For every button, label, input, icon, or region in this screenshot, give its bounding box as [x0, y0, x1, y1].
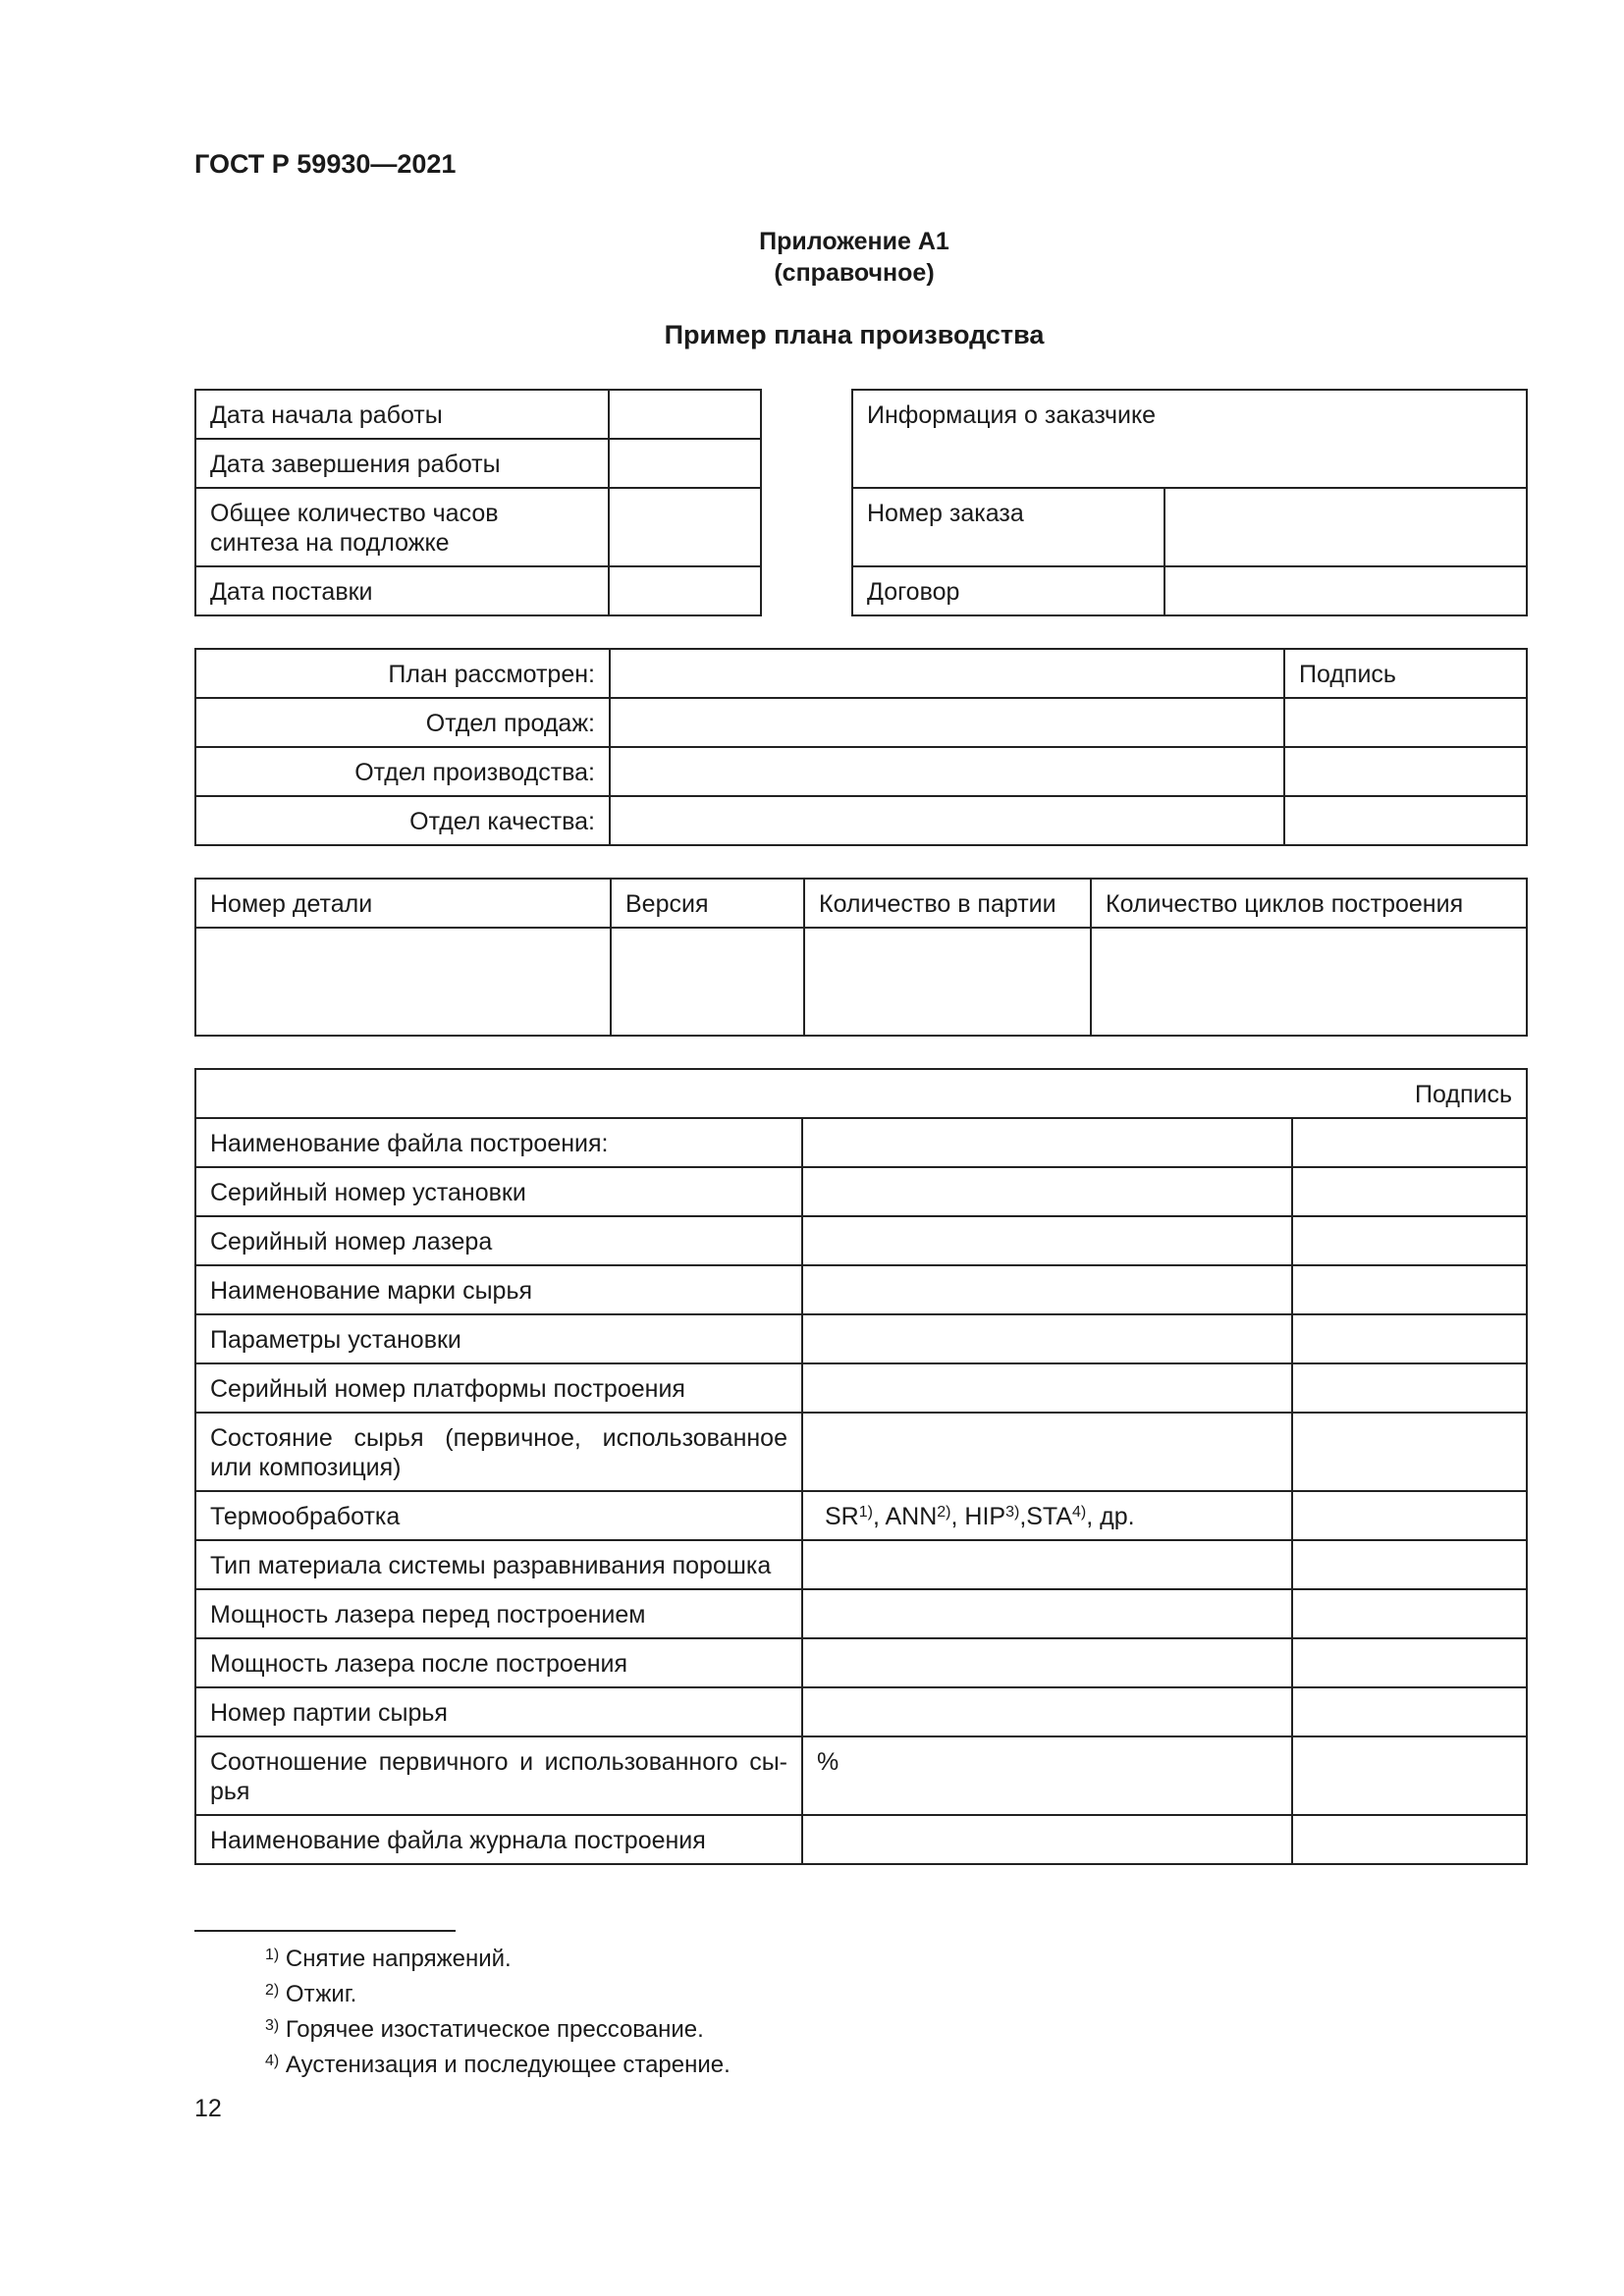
laser-serial-signature[interactable] [1292, 1216, 1527, 1265]
build-log-file-cell[interactable] [802, 1815, 1292, 1864]
parts-table [194, 878, 1528, 1037]
version-cell[interactable] [611, 928, 804, 1036]
batch-quantity-cell[interactable] [804, 928, 1091, 1036]
feedstock-batch-cell[interactable] [802, 1687, 1292, 1736]
build-signature-header: Подпись [195, 1069, 1527, 1118]
order-number-label: Номер заказа [852, 488, 1164, 566]
laser-serial-label: Серийный номер лазера [195, 1216, 802, 1265]
heat-treatment-signature[interactable] [1292, 1491, 1527, 1540]
batch-quantity-header: Количество в партии [804, 879, 1091, 928]
feedstock-batch-signature[interactable] [1292, 1687, 1527, 1736]
laser-power-after-signature[interactable] [1292, 1638, 1527, 1687]
page-number: 12 [194, 2095, 222, 2122]
synthesis-hours-label: Общее количество часов синтеза на подложке [195, 488, 609, 566]
footnote-separator [194, 1930, 456, 1932]
feedstock-brand-signature[interactable] [1292, 1265, 1527, 1314]
laser-power-before-label: Мощность лазера перед построением [195, 1589, 802, 1638]
recoater-material-label: Тип материала системы разравнивания порошка [195, 1540, 802, 1589]
delivery-date-label: Дата поставки [195, 566, 609, 615]
quality-dept-signature[interactable] [1284, 796, 1527, 845]
footnote-mark-1: 1) [858, 1504, 873, 1521]
other-text: , др. [1086, 1503, 1135, 1530]
build-file-name-label: Наименование файла построения: [195, 1118, 802, 1167]
sta-text: ,STA [1019, 1503, 1073, 1530]
feedstock-ratio-cell[interactable]: % [802, 1736, 1292, 1815]
footnote-mark-2: 2) [937, 1504, 951, 1521]
feedstock-ratio-signature[interactable] [1292, 1736, 1527, 1815]
machine-serial-label: Серийный номер установки [195, 1167, 802, 1216]
heat-treatment-options [802, 1491, 1292, 1540]
platform-serial-label: Серийный номер платформы построения [195, 1363, 802, 1413]
annex-subtitle: (справочное) [774, 259, 935, 287]
feedstock-brand-label: Наименование марки сырья [195, 1265, 802, 1314]
recoater-material-signature[interactable] [1292, 1540, 1527, 1589]
sales-dept-signature[interactable] [1284, 698, 1527, 747]
footnotes [265, 1942, 731, 2083]
machine-serial-signature[interactable] [1292, 1167, 1527, 1216]
feedstock-brand-cell[interactable] [802, 1265, 1292, 1314]
laser-serial-cell[interactable] [802, 1216, 1292, 1265]
sr-text: SR [825, 1503, 859, 1530]
ann-text: , ANN [872, 1503, 938, 1530]
end-date-cell[interactable] [609, 439, 761, 488]
hip-text: , HIP [950, 1503, 1006, 1530]
feedstock-ratio-label: Соотношение первичного и использованного сы-рья [195, 1736, 802, 1815]
dates-table [194, 389, 762, 616]
platform-serial-signature[interactable] [1292, 1363, 1527, 1413]
heat-treatment-label: Термообработка [195, 1491, 802, 1540]
order-number-cell[interactable] [1164, 488, 1527, 566]
contract-cell[interactable] [1164, 566, 1527, 615]
quality-dept-label: Отдел качества: [195, 796, 610, 845]
footnote-4: $^{4)}$ Аустенизация и последующее старение. [265, 2052, 731, 2078]
sales-dept-label: Отдел продаж: [195, 698, 610, 747]
start-date-cell[interactable] [609, 390, 761, 439]
laser-power-after-label: Мощность лазера после построения [195, 1638, 802, 1687]
build-log-file-signature[interactable] [1292, 1815, 1527, 1864]
footnote-mark-4: 4) [1072, 1504, 1087, 1521]
start-date-label: Дата начала работы [195, 390, 609, 439]
feedstock-state-cell[interactable] [802, 1413, 1292, 1491]
version-header: Версия [611, 879, 804, 928]
build-file-name-signature[interactable] [1292, 1118, 1527, 1167]
quality-dept-cell[interactable] [610, 796, 1284, 845]
build-file-name-cell[interactable] [802, 1118, 1292, 1167]
feedstock-batch-label: Номер партии сырья [195, 1687, 802, 1736]
customer-table [851, 389, 1528, 616]
recoater-material-cell[interactable] [802, 1540, 1292, 1589]
footnote-2: $^{2)}$ Отжиг. [265, 1981, 357, 2007]
production-dept-label: Отдел производства: [195, 747, 610, 796]
build-cycles-header: Количество циклов построения [1091, 879, 1527, 928]
signature-header: Подпись [1284, 649, 1527, 698]
feedstock-state-label: Состояние сырья (первичное, использованное или композиция) [195, 1413, 802, 1491]
machine-params-label: Параметры установки [195, 1314, 802, 1363]
machine-params-signature[interactable] [1292, 1314, 1527, 1363]
customer-info-label: Информация о заказчике [852, 390, 1527, 488]
document-code: ГОСТ Р 59930—2021 [194, 149, 457, 179]
contract-label: Договор [852, 566, 1164, 615]
machine-serial-cell[interactable] [802, 1167, 1292, 1216]
footnote-mark-3: 3) [1005, 1504, 1020, 1521]
laser-power-after-cell[interactable] [802, 1638, 1292, 1687]
build-cycles-cell[interactable] [1091, 928, 1527, 1036]
annex-heading: Пример плана производства [664, 320, 1045, 349]
synthesis-hours-cell[interactable] [609, 488, 761, 566]
build-table [194, 1068, 1528, 1865]
plan-reviewed-cell[interactable] [610, 649, 1284, 698]
feedstock-state-signature[interactable] [1292, 1413, 1527, 1491]
laser-power-before-cell[interactable] [802, 1589, 1292, 1638]
footnote-1: $^{1)}$ Снятие напряжений. [265, 1946, 512, 1972]
part-number-header: Номер детали [195, 879, 611, 928]
delivery-date-cell[interactable] [609, 566, 761, 615]
footnote-3: $^{3)}$ Горячее изостатическое прессование. [265, 2016, 704, 2043]
part-number-cell[interactable] [195, 928, 611, 1036]
sales-dept-cell[interactable] [610, 698, 1284, 747]
production-dept-cell[interactable] [610, 747, 1284, 796]
end-date-label: Дата завершения работы [195, 439, 609, 488]
platform-serial-cell[interactable] [802, 1363, 1292, 1413]
build-log-file-label: Наименование файла журнала построения [195, 1815, 802, 1864]
review-table [194, 648, 1528, 846]
laser-power-before-signature[interactable] [1292, 1589, 1527, 1638]
production-dept-signature[interactable] [1284, 747, 1527, 796]
plan-reviewed-label: План рассмотрен: [195, 649, 610, 698]
annex-title: Приложение А1 [759, 228, 949, 255]
machine-params-cell[interactable] [802, 1314, 1292, 1363]
